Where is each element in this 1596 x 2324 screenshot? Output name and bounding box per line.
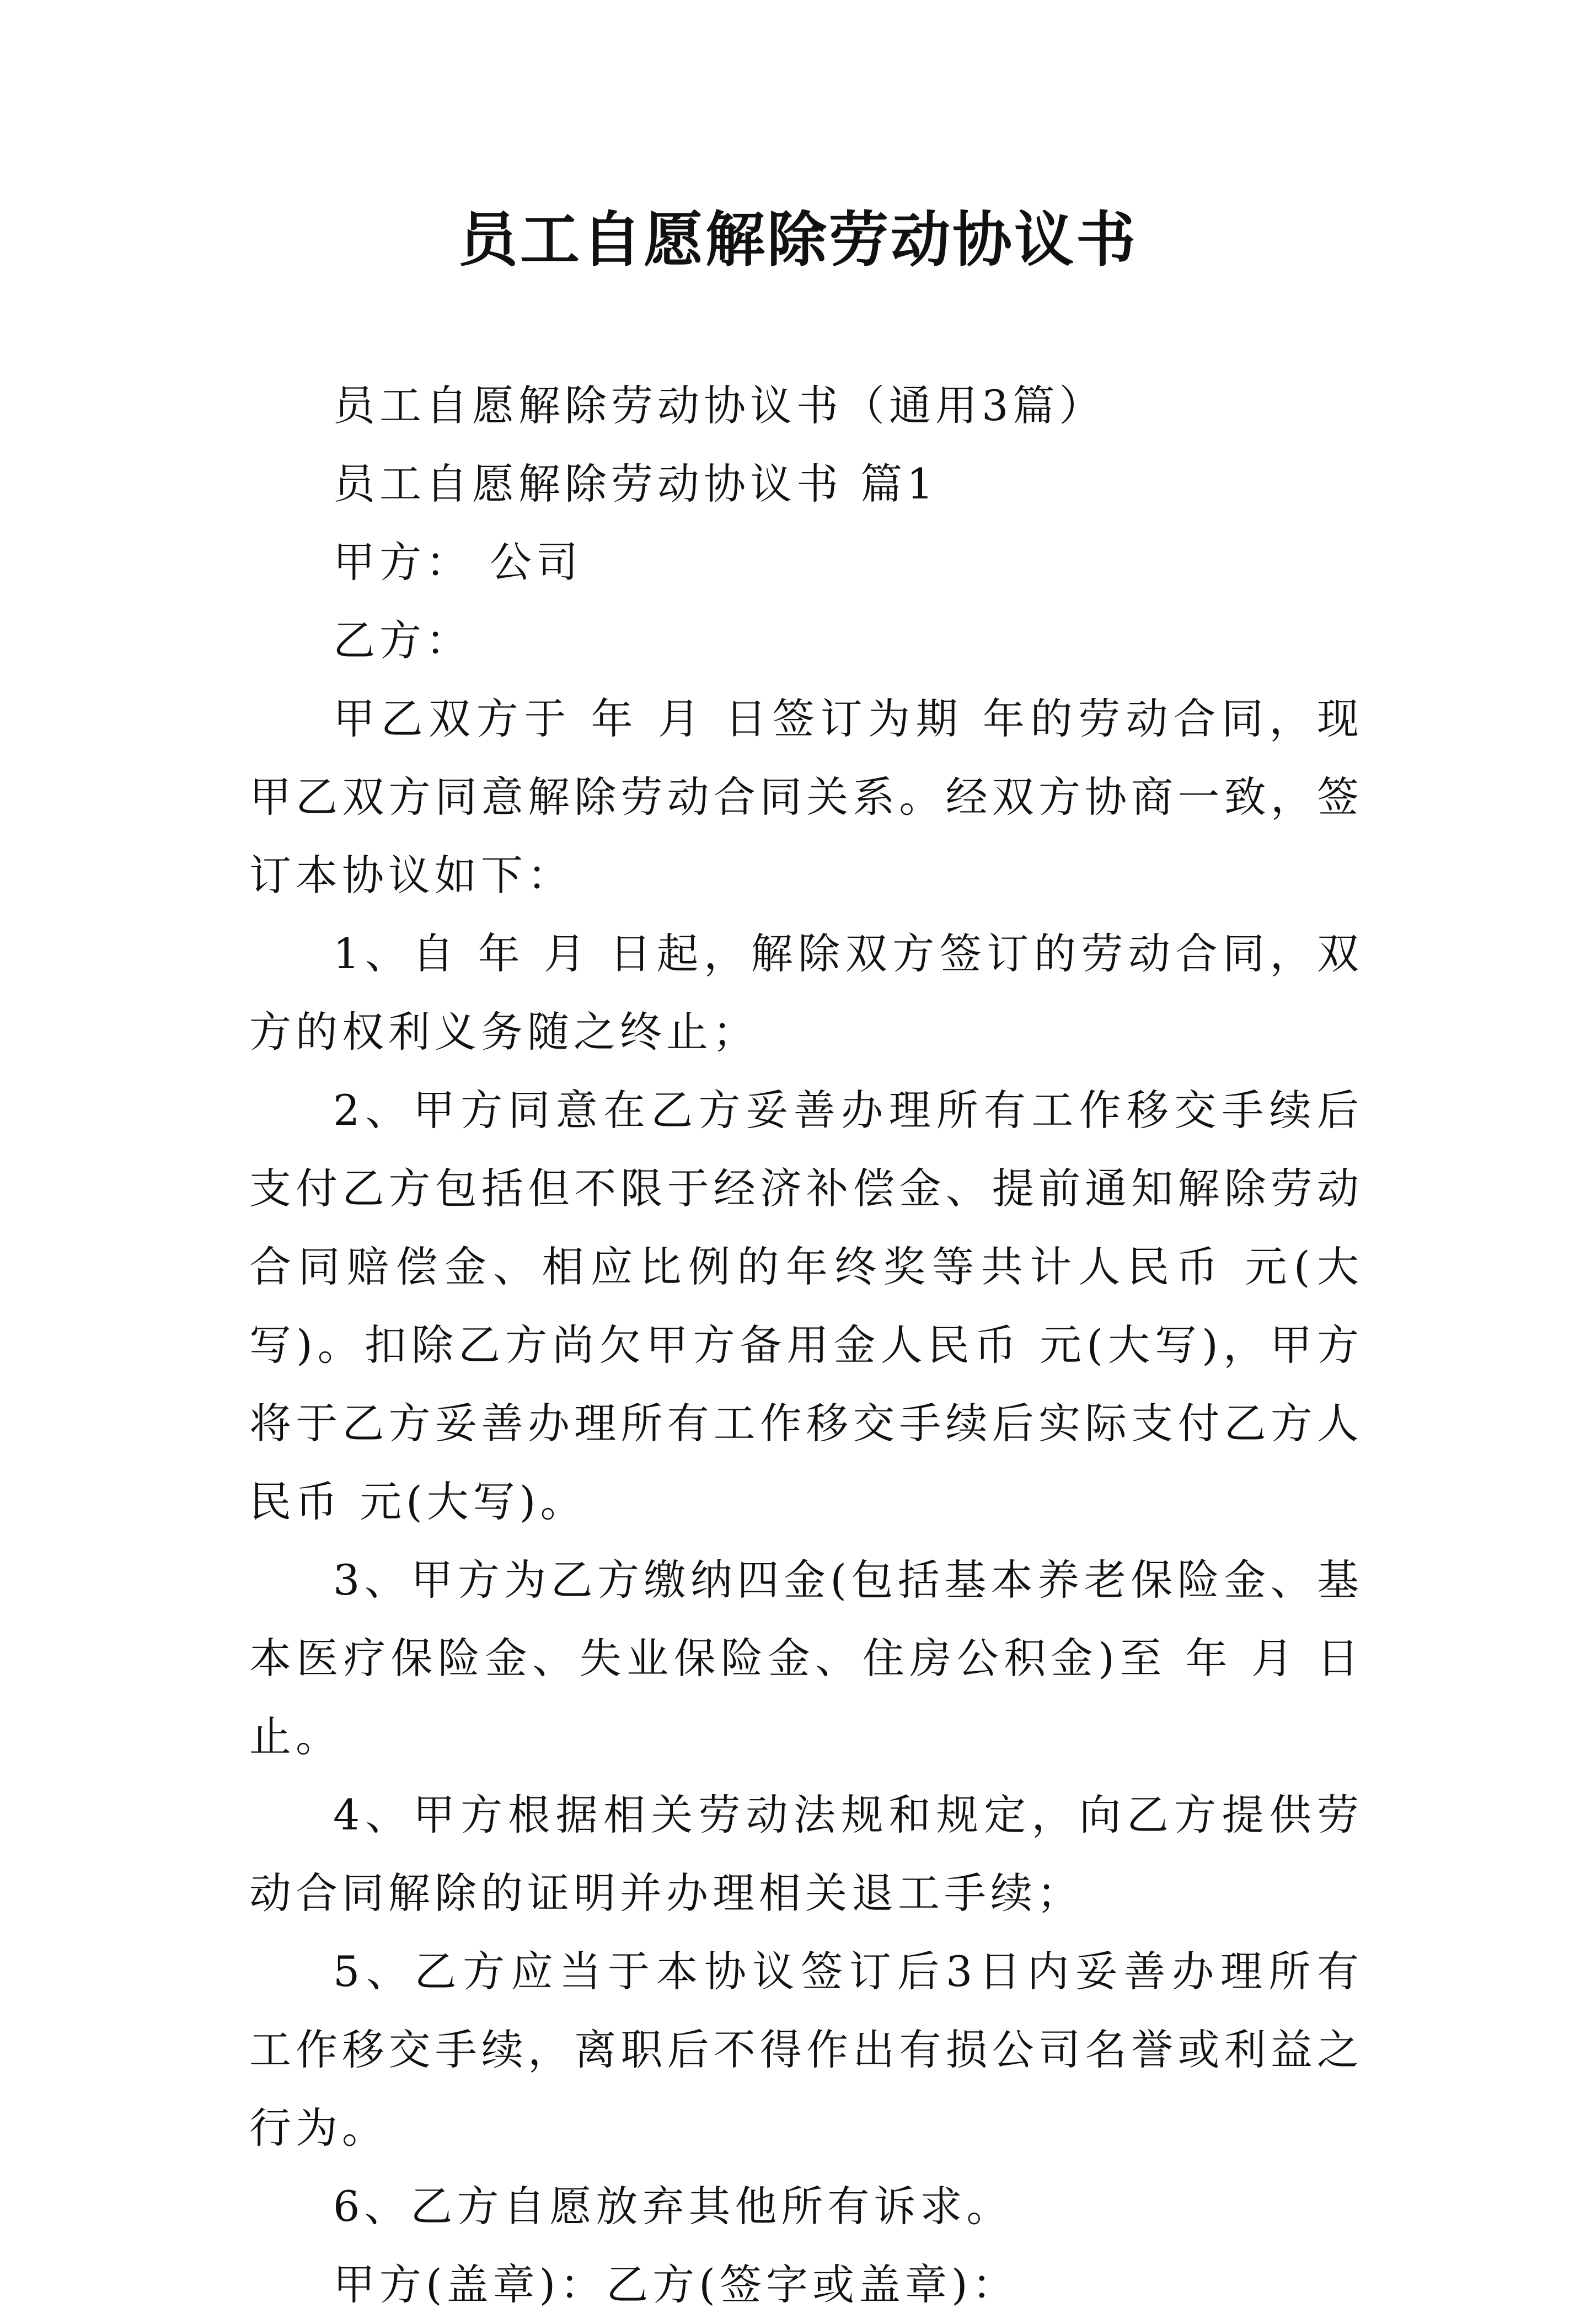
signature-line: 甲方(盖章)：乙方(签字或盖章)： [333, 2260, 1019, 2309]
party-a-line: 甲方： 公司 [333, 538, 583, 587]
document-body [249, 367, 1363, 2324]
clause-5: 5、乙方应当于本协议签订后3日内妥善办理所有工作移交手续，离职后不得作出有损公司名誉或利益之行为。 [249, 1947, 1363, 2153]
preamble-paragraph: 甲乙双方于 年 月 日签订为期 年的劳动合同，现甲乙双方同意解除劳动合同关系。经双方协商一致，签订本协议如下： [249, 694, 1363, 900]
clause-4: 4、甲方根据相关劳动法规和规定，向乙方提供劳动合同解除的证明并办理相关退工手续； [249, 1790, 1363, 1918]
clause-6: 6、乙方自愿放弃其他所有诉求。 [333, 2182, 1013, 2231]
party-b-line: 乙方： [333, 616, 472, 665]
subtitle-collection: 员工自愿解除劳动协议书（通用3篇） [333, 381, 1106, 430]
clause-3: 3、甲方为乙方缴纳四金(包括基本养老保险金、基本医疗保险金、失业保险金、住房公积金)至 年 月 日止。 [249, 1555, 1363, 1761]
document-title: 员工自愿解除劳动协议书 [458, 205, 1138, 275]
clause-2: 2、甲方同意在乙方妥善办理所有工作移交手续后支付乙方包括但不限于经济补偿金、提前通知解除劳动合同赔偿金、相应比例的年终奖等共计人民币 元(大写)。扣除乙方尚欠甲方备用金人民币 元(大写)，甲方将于乙方妥善办理所有工作移交手续后实际支付乙方人民币 元(大写)。 [249, 1086, 1363, 1526]
section-heading: 员工自愿解除劳动协议书 篇1 [333, 459, 938, 508]
clause-1: 1、自 年 月 日起，解除双方签订的劳动合同，双方的权利义务随之终止； [249, 929, 1363, 1056]
